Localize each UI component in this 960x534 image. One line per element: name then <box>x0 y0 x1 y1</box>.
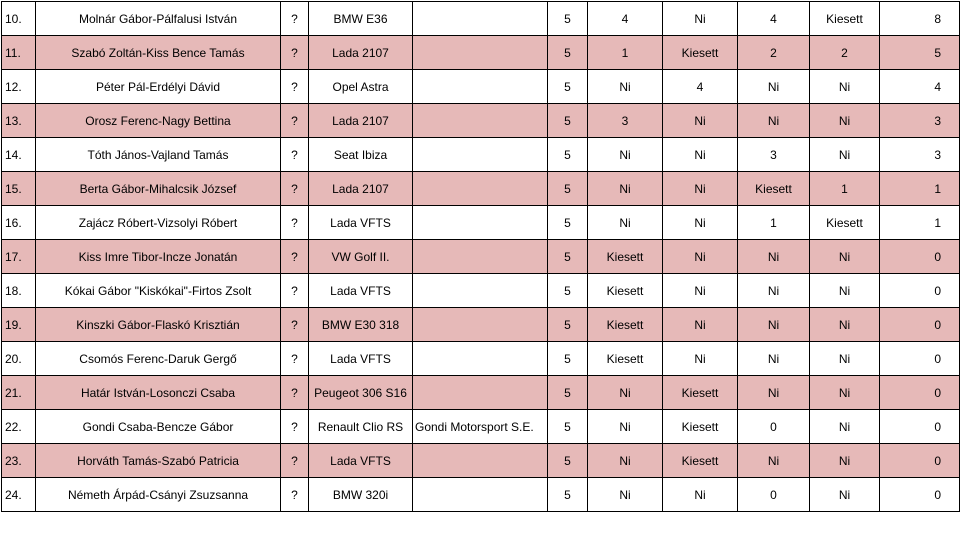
points-cell: 0 <box>880 342 960 376</box>
points-cell: 0 <box>880 274 960 308</box>
table-row <box>2 240 960 274</box>
car-cell: Opel Astra <box>309 70 413 104</box>
round-2-cell: Ni <box>588 376 663 410</box>
class-cell: ? <box>281 444 309 478</box>
team-cell <box>413 376 548 410</box>
round-2-cell: Ni <box>588 478 663 512</box>
table-row <box>2 206 960 240</box>
car-cell: Lada VFTS <box>309 206 413 240</box>
round-5-cell: Ni <box>810 478 880 512</box>
round-5-cell: Ni <box>810 444 880 478</box>
rank-cell: 13. <box>2 104 36 138</box>
points-cell: 5 <box>880 36 960 70</box>
round-3-cell: Ni <box>663 2 738 36</box>
rank-cell: 16. <box>2 206 36 240</box>
round-4-cell: 4 <box>738 2 810 36</box>
round-4-cell: Ni <box>738 274 810 308</box>
class-cell: ? <box>281 172 309 206</box>
round-4-cell: Kiesett <box>738 172 810 206</box>
car-cell: BMW E36 <box>309 2 413 36</box>
rank-cell: 22. <box>2 410 36 444</box>
table-row <box>2 2 960 36</box>
round-3-cell: Ni <box>663 342 738 376</box>
round-1-cell: 5 <box>548 36 588 70</box>
points-cell: 3 <box>880 138 960 172</box>
round-4-cell: Ni <box>738 104 810 138</box>
car-cell: Lada VFTS <box>309 274 413 308</box>
class-cell: ? <box>281 308 309 342</box>
points-cell: 1 <box>880 206 960 240</box>
driver-cell: Péter Pál-Erdélyi Dávid <box>36 70 281 104</box>
driver-cell: Zajácz Róbert-Vizsolyi Róbert <box>36 206 281 240</box>
class-cell: ? <box>281 274 309 308</box>
round-2-cell: Kiesett <box>588 240 663 274</box>
round-3-cell: Ni <box>663 274 738 308</box>
round-5-cell: Ni <box>810 410 880 444</box>
round-3-cell: Ni <box>663 104 738 138</box>
points-cell: 8 <box>880 2 960 36</box>
round-3-cell: Ni <box>663 240 738 274</box>
points-cell: 0 <box>880 240 960 274</box>
class-cell: ? <box>281 342 309 376</box>
round-1-cell: 5 <box>548 376 588 410</box>
rank-cell: 14. <box>2 138 36 172</box>
round-3-cell: Ni <box>663 206 738 240</box>
round-2-cell: Ni <box>588 172 663 206</box>
team-cell: Gondi Motorsport S.E. <box>413 410 548 444</box>
points-cell: 0 <box>880 444 960 478</box>
rank-cell: 24. <box>2 478 36 512</box>
driver-cell: Németh Árpád-Csányi Zsuzsanna <box>36 478 281 512</box>
points-cell: 3 <box>880 104 960 138</box>
driver-cell: Orosz Ferenc-Nagy Bettina <box>36 104 281 138</box>
round-1-cell: 5 <box>548 206 588 240</box>
rank-cell: 12. <box>2 70 36 104</box>
class-cell: ? <box>281 2 309 36</box>
team-cell <box>413 308 548 342</box>
round-2-cell: 1 <box>588 36 663 70</box>
round-4-cell: 0 <box>738 410 810 444</box>
class-cell: ? <box>281 104 309 138</box>
car-cell: Lada VFTS <box>309 342 413 376</box>
round-2-cell: Kiesett <box>588 308 663 342</box>
class-cell: ? <box>281 36 309 70</box>
table-row <box>2 274 960 308</box>
round-5-cell: Ni <box>810 342 880 376</box>
table-row <box>2 376 960 410</box>
table-row <box>2 410 960 444</box>
team-cell <box>413 478 548 512</box>
table-row <box>2 172 960 206</box>
round-1-cell: 5 <box>548 138 588 172</box>
class-cell: ? <box>281 410 309 444</box>
car-cell: Lada 2107 <box>309 172 413 206</box>
driver-cell: Kiss Imre Tibor-Incze Jonatán <box>36 240 281 274</box>
table-row <box>2 308 960 342</box>
round-5-cell: Ni <box>810 138 880 172</box>
round-3-cell: Ni <box>663 478 738 512</box>
round-4-cell: 3 <box>738 138 810 172</box>
round-3-cell: Ni <box>663 138 738 172</box>
team-cell <box>413 2 548 36</box>
round-3-cell: Ni <box>663 308 738 342</box>
points-cell: 1 <box>880 172 960 206</box>
round-3-cell: Kiesett <box>663 444 738 478</box>
rank-cell: 23. <box>2 444 36 478</box>
car-cell: Renault Clio RS <box>309 410 413 444</box>
round-1-cell: 5 <box>548 2 588 36</box>
driver-cell: Gondi Csaba-Bencze Gábor <box>36 410 281 444</box>
table-row <box>2 138 960 172</box>
table-row <box>2 444 960 478</box>
driver-cell: Szabó Zoltán-Kiss Bence Tamás <box>36 36 281 70</box>
table-row <box>2 478 960 512</box>
rank-cell: 11. <box>2 36 36 70</box>
car-cell: BMW 320i <box>309 478 413 512</box>
round-5-cell: Ni <box>810 240 880 274</box>
round-3-cell: Kiesett <box>663 376 738 410</box>
round-2-cell: Ni <box>588 70 663 104</box>
class-cell: ? <box>281 478 309 512</box>
driver-cell: Molnár Gábor-Pálfalusi István <box>36 2 281 36</box>
table-row <box>2 342 960 376</box>
round-4-cell: Ni <box>738 376 810 410</box>
round-4-cell: 1 <box>738 206 810 240</box>
round-1-cell: 5 <box>548 172 588 206</box>
round-5-cell: 2 <box>810 36 880 70</box>
car-cell: Seat Ibiza <box>309 138 413 172</box>
rank-cell: 21. <box>2 376 36 410</box>
team-cell <box>413 36 548 70</box>
team-cell <box>413 206 548 240</box>
round-5-cell: Ni <box>810 376 880 410</box>
round-1-cell: 5 <box>548 478 588 512</box>
car-cell: Lada 2107 <box>309 36 413 70</box>
driver-cell: Határ István-Losonczi Csaba <box>36 376 281 410</box>
rank-cell: 17. <box>2 240 36 274</box>
round-5-cell: Ni <box>810 274 880 308</box>
class-cell: ? <box>281 138 309 172</box>
round-5-cell: Ni <box>810 104 880 138</box>
team-cell <box>413 172 548 206</box>
round-2-cell: 4 <box>588 2 663 36</box>
round-4-cell: Ni <box>738 342 810 376</box>
driver-cell: Kinszki Gábor-Flaskó Krisztián <box>36 308 281 342</box>
round-1-cell: 5 <box>548 342 588 376</box>
round-3-cell: Kiesett <box>663 410 738 444</box>
points-cell: 0 <box>880 410 960 444</box>
rank-cell: 15. <box>2 172 36 206</box>
round-4-cell: Ni <box>738 444 810 478</box>
table-row <box>2 36 960 70</box>
class-cell: ? <box>281 376 309 410</box>
team-cell <box>413 274 548 308</box>
driver-cell: Kókai Gábor "Kiskókai"-Firtos Zsolt <box>36 274 281 308</box>
round-2-cell: 3 <box>588 104 663 138</box>
team-cell <box>413 104 548 138</box>
round-2-cell: Ni <box>588 138 663 172</box>
car-cell: BMW E30 318 <box>309 308 413 342</box>
car-cell: VW Golf II. <box>309 240 413 274</box>
round-3-cell: Kiesett <box>663 36 738 70</box>
round-4-cell: Ni <box>738 70 810 104</box>
car-cell: Lada 2107 <box>309 104 413 138</box>
round-2-cell: Kiesett <box>588 342 663 376</box>
points-cell: 0 <box>880 376 960 410</box>
points-cell: 0 <box>880 478 960 512</box>
points-cell: 4 <box>880 70 960 104</box>
round-2-cell: Ni <box>588 206 663 240</box>
team-cell <box>413 138 548 172</box>
round-4-cell: Ni <box>738 240 810 274</box>
driver-cell: Csomós Ferenc-Daruk Gergő <box>36 342 281 376</box>
round-4-cell: Ni <box>738 308 810 342</box>
round-1-cell: 5 <box>548 308 588 342</box>
round-5-cell: Kiesett <box>810 206 880 240</box>
driver-cell: Berta Gábor-Mihalcsik József <box>36 172 281 206</box>
round-1-cell: 5 <box>548 444 588 478</box>
round-5-cell: Ni <box>810 308 880 342</box>
points-cell: 0 <box>880 308 960 342</box>
round-5-cell: 1 <box>810 172 880 206</box>
round-3-cell: 4 <box>663 70 738 104</box>
round-5-cell: Kiesett <box>810 2 880 36</box>
rank-cell: 10. <box>2 2 36 36</box>
round-1-cell: 5 <box>548 70 588 104</box>
class-cell: ? <box>281 206 309 240</box>
rank-cell: 19. <box>2 308 36 342</box>
round-4-cell: 0 <box>738 478 810 512</box>
results-table <box>1 1 960 512</box>
round-2-cell: Ni <box>588 444 663 478</box>
table-row <box>2 70 960 104</box>
table-row <box>2 104 960 138</box>
car-cell: Lada VFTS <box>309 444 413 478</box>
round-4-cell: 2 <box>738 36 810 70</box>
round-1-cell: 5 <box>548 104 588 138</box>
round-1-cell: 5 <box>548 410 588 444</box>
driver-cell: Tóth János-Vajland Tamás <box>36 138 281 172</box>
round-1-cell: 5 <box>548 240 588 274</box>
rank-cell: 18. <box>2 274 36 308</box>
round-2-cell: Kiesett <box>588 274 663 308</box>
team-cell <box>413 70 548 104</box>
car-cell: Peugeot 306 S16 <box>309 376 413 410</box>
driver-cell: Horváth Tamás-Szabó Patricia <box>36 444 281 478</box>
round-2-cell: Ni <box>588 410 663 444</box>
results-rows <box>2 2 960 512</box>
round-5-cell: Ni <box>810 70 880 104</box>
round-1-cell: 5 <box>548 274 588 308</box>
class-cell: ? <box>281 240 309 274</box>
team-cell <box>413 240 548 274</box>
round-3-cell: Ni <box>663 172 738 206</box>
team-cell <box>413 444 548 478</box>
class-cell: ? <box>281 70 309 104</box>
team-cell <box>413 342 548 376</box>
rank-cell: 20. <box>2 342 36 376</box>
